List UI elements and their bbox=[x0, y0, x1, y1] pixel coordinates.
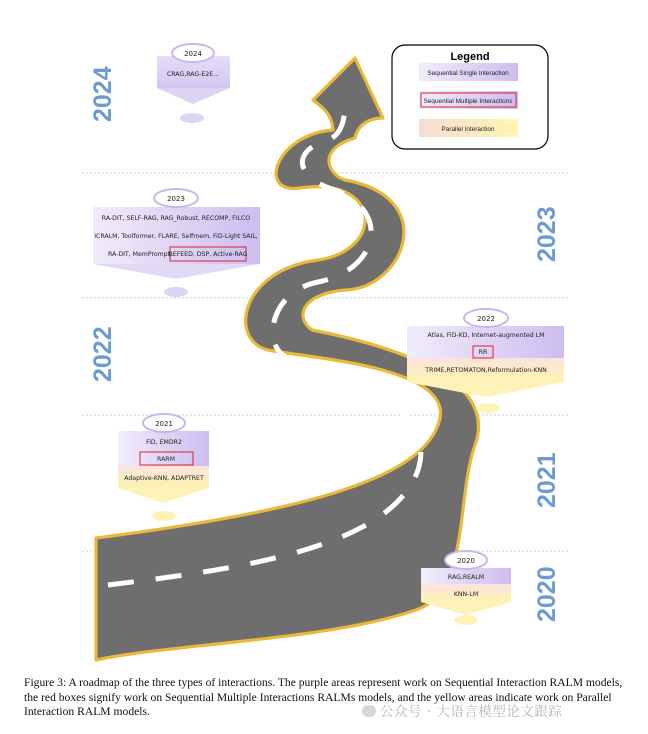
card-line: FiD, EMDR2 bbox=[146, 439, 182, 446]
legend-label-sequential-multiple: Sequential Multiple Interactions bbox=[423, 98, 513, 105]
card-yellow-item: TRIME,RETOMATON,Reformulation-KNN bbox=[425, 367, 547, 374]
card-pointer bbox=[93, 264, 260, 279]
card-yellow-item: Adaptive-KNN, ADAPTRET bbox=[124, 475, 204, 482]
card-pointer bbox=[118, 488, 209, 503]
legend-label-parallel: Parallel Interaction bbox=[441, 126, 495, 133]
card-dot bbox=[152, 511, 176, 521]
watermark-text: 公众号 · 大语言模型论文跟踪 bbox=[380, 704, 563, 720]
card-line: CRAG,RAG-E2E... bbox=[166, 71, 220, 78]
card-dot bbox=[476, 403, 500, 413]
card-red-item: RR bbox=[478, 349, 488, 356]
card-2022 bbox=[407, 309, 564, 413]
card-2024 bbox=[157, 44, 230, 123]
card-2021 bbox=[118, 414, 209, 521]
year-label-2021: 2021 bbox=[533, 452, 561, 508]
card-dot bbox=[164, 287, 188, 297]
card-line: RA-DIT, MemPrompt, bbox=[107, 251, 172, 258]
year-label-2023: 2023 bbox=[533, 206, 561, 262]
year-badge-label: 2020 bbox=[457, 557, 475, 565]
year-badge-label: 2022 bbox=[477, 315, 495, 323]
legend-label-sequential-single: Sequential Single Interaction bbox=[427, 70, 509, 77]
year-badge-label: 2024 bbox=[184, 50, 202, 58]
wechat-icon bbox=[362, 705, 376, 717]
card-dot bbox=[180, 113, 204, 123]
legend bbox=[392, 45, 548, 149]
year-label-2020: 2020 bbox=[533, 566, 561, 622]
year-badge-label: 2023 bbox=[167, 195, 185, 203]
card-2023 bbox=[93, 189, 260, 297]
card-pointer bbox=[157, 88, 230, 104]
card-dot bbox=[454, 615, 478, 625]
card-red-item: RARM bbox=[157, 456, 175, 463]
card-yellow-item: KNN-LM bbox=[453, 591, 479, 598]
year-label-2022: 2022 bbox=[89, 326, 117, 382]
card-pointer bbox=[421, 602, 511, 615]
year-label-2024: 2024 bbox=[89, 66, 117, 122]
figure-caption: Figure 3: A roadmap of the three types of interactions. The purple areas represent work on Sequential Interaction RALM models, the red boxes signify work on Sequential Multiple Interactions RALMs models, and the yellow areas indicate work on Parallel Interaction RALM models. bbox=[24, 676, 623, 718]
card-line: Atlas, FiD-KD, Internet-augmented LM bbox=[427, 332, 545, 339]
watermark bbox=[362, 700, 562, 720]
card-line: ICRALM, Toolformer, FLARE, Selfmem, FiD-Light SAIL, bbox=[94, 233, 258, 240]
card-red-item: REFEED, DSP, Active-RAG bbox=[168, 251, 248, 258]
legend-title: Legend bbox=[450, 51, 490, 63]
year-badge-label: 2021 bbox=[155, 420, 173, 428]
card-line: RA-DIT, SELF-RAG, RAG_Robust, RECOMP, FILCO bbox=[101, 215, 251, 222]
card-line: RAG,REALM bbox=[447, 574, 485, 581]
